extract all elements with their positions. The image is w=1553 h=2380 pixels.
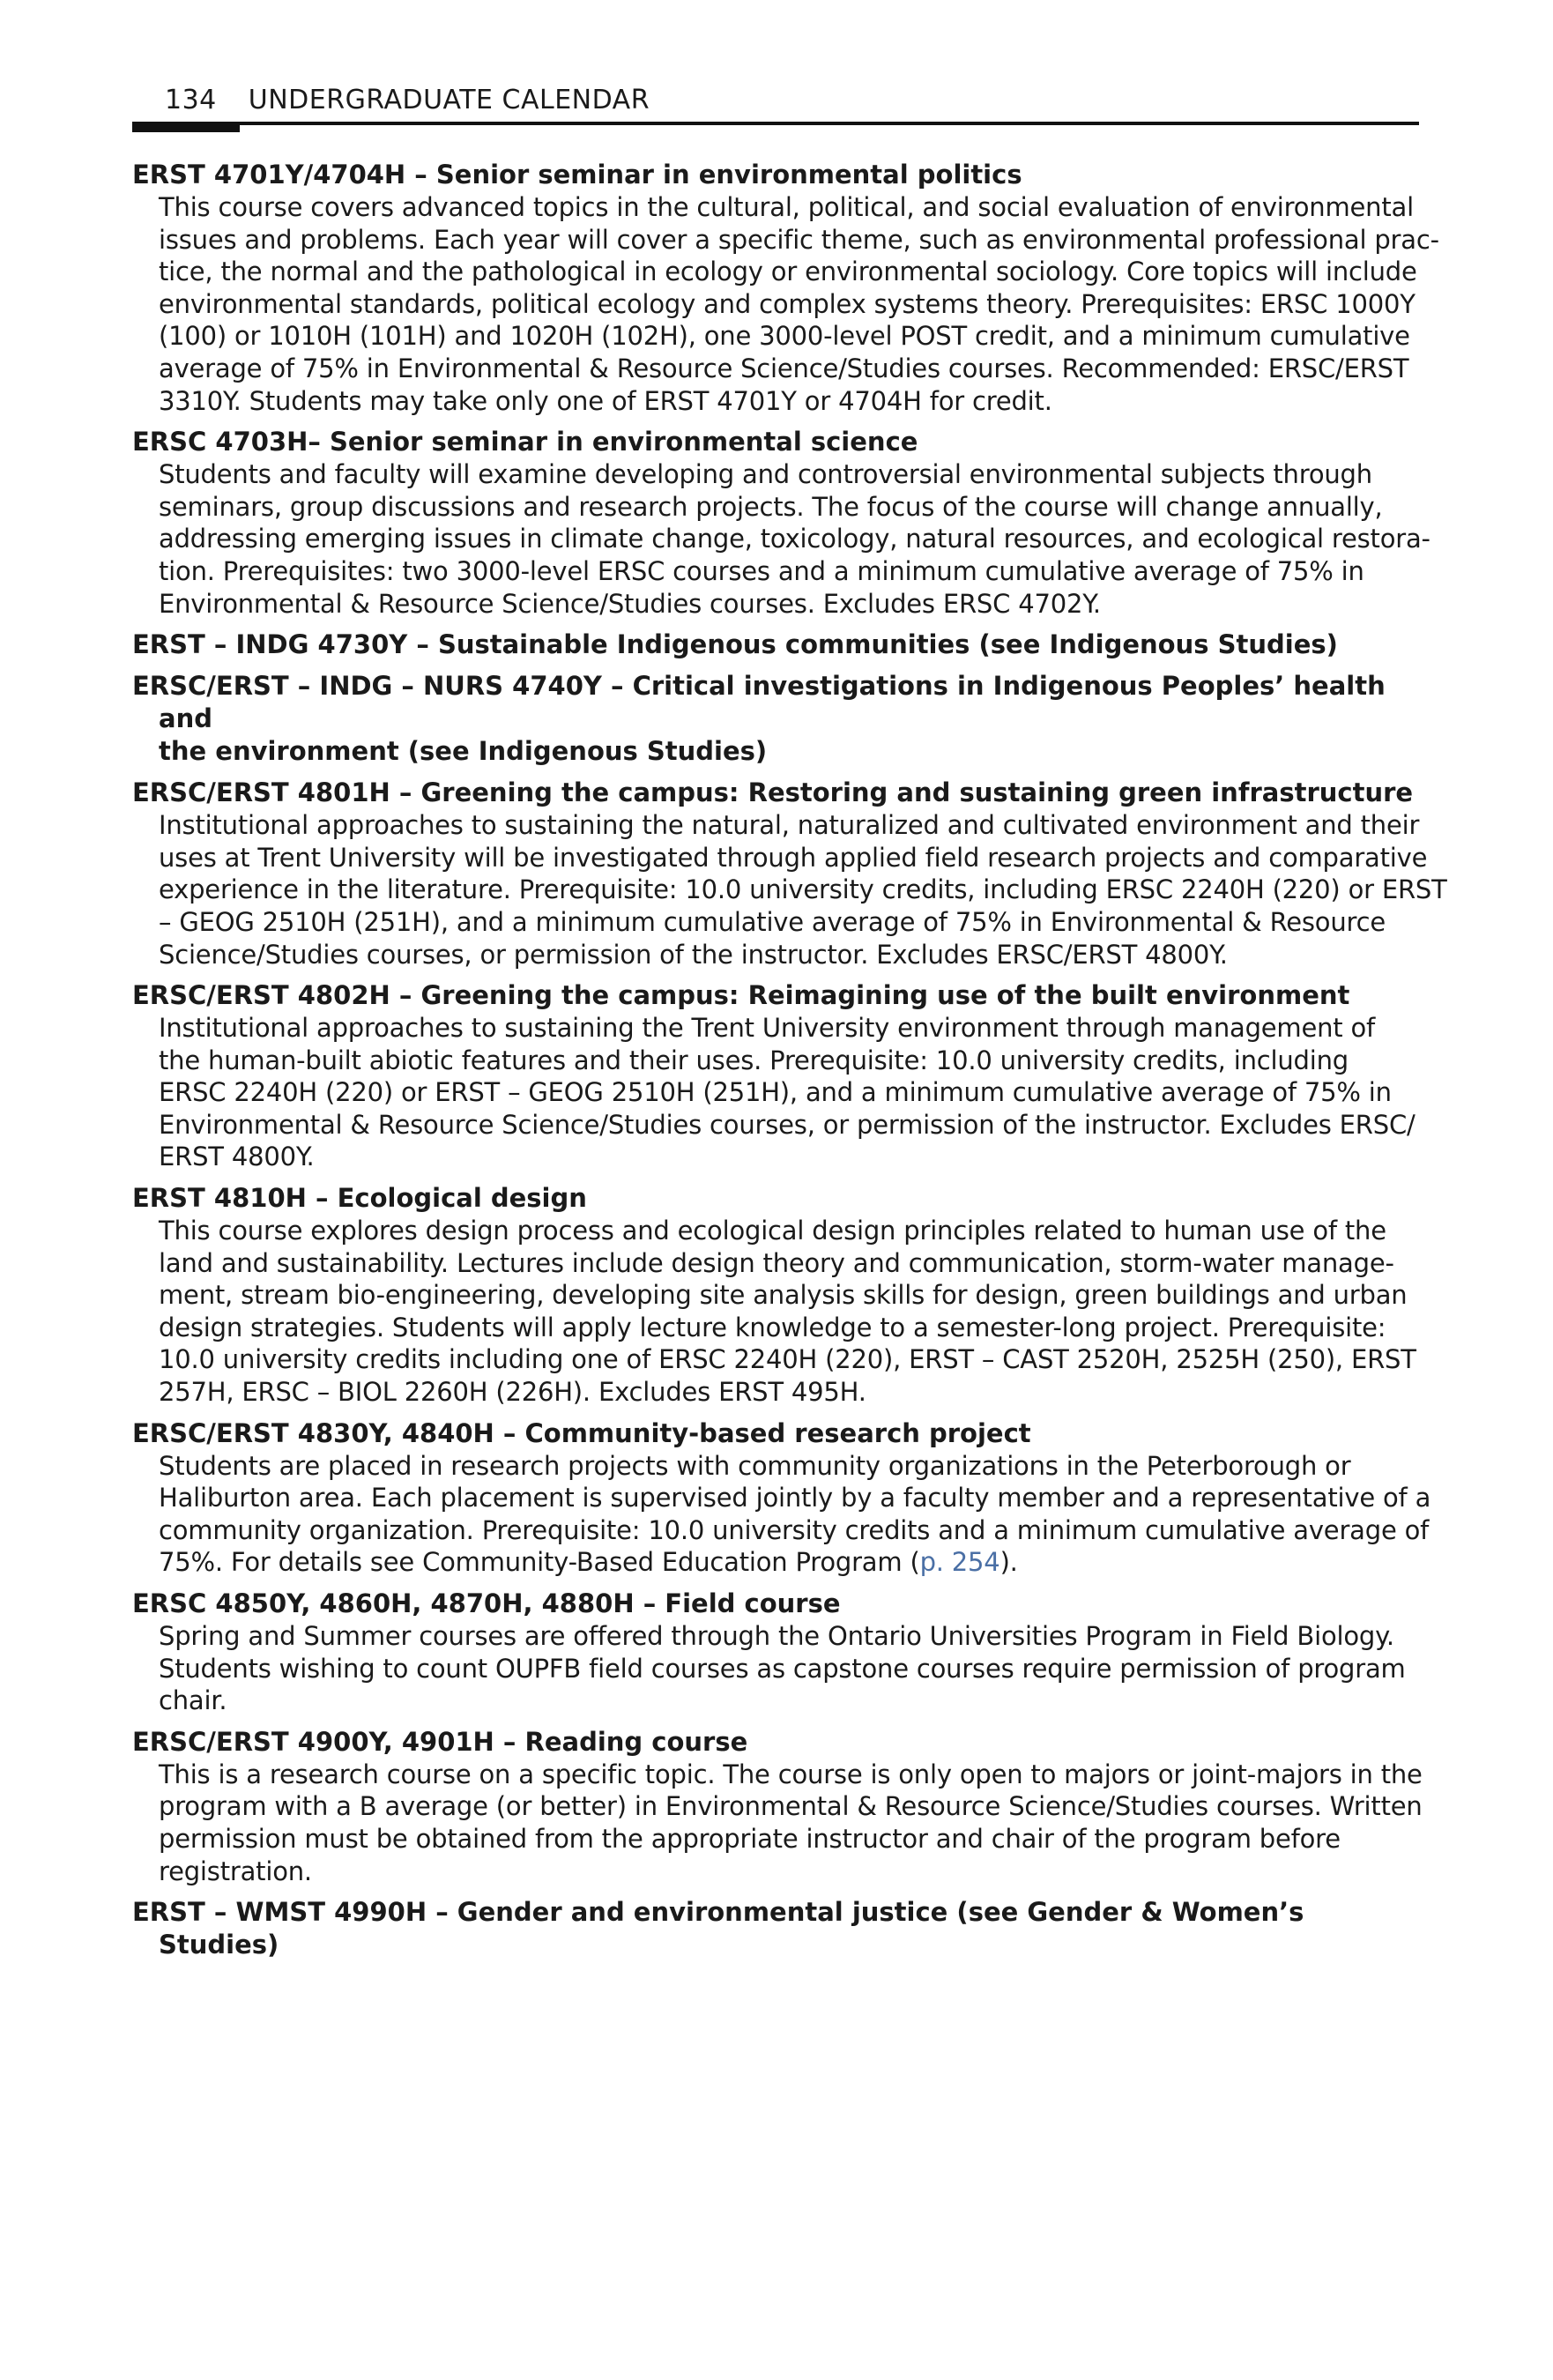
course-description bbox=[132, 458, 1430, 620]
description-line: land and sustainability. Lectures include design theory and communication, storm-water manage- bbox=[159, 1247, 1394, 1278]
course-title: ERST – INDG 4730Y – Sustainable Indigenous communities (see Indigenous Studies) bbox=[132, 629, 1338, 660]
course-entry bbox=[132, 1588, 1419, 1717]
page-reference-link[interactable]: p. 254 bbox=[919, 1547, 1000, 1578]
description-line: 257H, ERSC – BIOL 2260H (226H). Excludes ERST 495H. bbox=[159, 1377, 866, 1408]
description-line: seminars, group discussions and research projects. The focus of the course will change annually, bbox=[159, 491, 1383, 522]
description-line: This course covers advanced topics in the cultural, political, and social evaluation of environmental bbox=[159, 192, 1414, 222]
course-description bbox=[132, 1012, 1419, 1173]
course-title: ERSC/ERST – INDG – NURS 4740Y – Critical investigations in Indigenous Peoples’ health and the environment (see Indigenous Studies) bbox=[132, 671, 1386, 767]
course-title: ERST 4701Y/4704H – Senior seminar in environmental politics bbox=[132, 160, 1022, 190]
description-line: registration. bbox=[159, 1856, 312, 1886]
header-accent-block bbox=[132, 122, 240, 132]
description-line: program with a B average (or better) in Environmental & Resource Science/Studies courses. Written bbox=[159, 1791, 1423, 1822]
course-entry bbox=[132, 628, 1419, 661]
description-line: This course explores design process and ecological design principles related to human use of the bbox=[159, 1216, 1386, 1246]
course-entry bbox=[132, 1726, 1423, 1887]
description-line: environmental standards, political ecology and complex systems theory. Prerequisites: ERSC 1000Y bbox=[159, 288, 1416, 319]
course-entry bbox=[132, 159, 1439, 417]
course-description bbox=[132, 1620, 1419, 1717]
course-title: ERSC 4703H– Senior seminar in environmental science bbox=[132, 427, 918, 457]
header-text bbox=[165, 85, 650, 115]
description-line: uses at Trent University will be investigated through applied field research projects and comparative bbox=[159, 842, 1428, 873]
course-description bbox=[132, 191, 1439, 417]
course-description bbox=[132, 1759, 1423, 1887]
description-line bbox=[159, 1546, 1419, 1579]
page-number: 134 bbox=[165, 85, 217, 115]
header-rule bbox=[132, 122, 1419, 125]
course-entry bbox=[132, 777, 1447, 971]
description-line: Environmental & Resource Science/Studies courses. Excludes ERSC 4702Y. bbox=[159, 588, 1101, 619]
course-entry bbox=[132, 1182, 1419, 1409]
description-line: Institutional approaches to sustaining the Trent University environment through management of bbox=[159, 1013, 1376, 1044]
course-entry bbox=[132, 426, 1430, 620]
description-line: average of 75% in Environmental & Resource Science/Studies courses. Recommended: ERSC/ERST bbox=[159, 353, 1409, 383]
course-description bbox=[132, 1215, 1419, 1409]
description-line: the human-built abiotic features and their uses. Prerequisite: 10.0 university credits, including bbox=[159, 1045, 1349, 1075]
description-line: chair. bbox=[159, 1685, 227, 1716]
description-line: tion. Prerequisites: two 3000-level ERSC courses and a minimum cumulative average of 75% in bbox=[159, 555, 1364, 586]
description-line: issues and problems. Each year will cover a specific theme, such as environmental professional prac- bbox=[159, 224, 1439, 255]
description-line: design strategies. Students will apply lecture knowledge to a semester-long project. Prerequisite: bbox=[159, 1312, 1386, 1342]
description-line: Science/Studies courses, or permission of the instructor. Excludes ERSC/ERST 4800Y. bbox=[159, 939, 1228, 970]
description-line: addressing emerging issues in climate change, toxicology, natural resources, and ecological restora- bbox=[159, 524, 1430, 554]
description-line: Haliburton area. Each placement is supervised jointly by a faculty member and a representative of a bbox=[159, 1483, 1431, 1514]
course-title: ERSC/ERST 4802H – Greening the campus: Reimagining use of the built environment bbox=[132, 980, 1350, 1011]
course-title: ERST 4810H – Ecological design bbox=[132, 1183, 587, 1214]
description-line: tice, the normal and the pathological in ecology or environmental sociology. Core topics will include bbox=[159, 257, 1417, 287]
description-line: Students wishing to count OUPFB field courses as capstone courses require permission of program bbox=[159, 1653, 1406, 1684]
course-entry bbox=[132, 670, 1419, 768]
description-line: 10.0 university credits including one of ERSC 2240H (220), ERST – CAST 2520H, 2525H (250), ERST bbox=[159, 1344, 1416, 1375]
description-line: ERST 4800Y. bbox=[159, 1142, 315, 1172]
course-description bbox=[132, 1450, 1431, 1579]
page-header bbox=[132, 85, 1419, 134]
description-line: Students are placed in research projects with community organizations in the Peterborough or bbox=[159, 1450, 1351, 1481]
description-text: 75%. For details see Community-Based Education Program ( bbox=[159, 1547, 920, 1578]
description-line: ment, stream bio-engineering, developing site analysis skills for design, green buildings and urban bbox=[159, 1280, 1408, 1311]
description-line: Institutional approaches to sustaining the natural, naturalized and cultivated environment and their bbox=[159, 810, 1420, 841]
course-entry bbox=[132, 1417, 1431, 1579]
course-title: ERSC/ERST 4900Y, 4901H – Reading course bbox=[132, 1726, 748, 1757]
course-entry bbox=[132, 979, 1419, 1173]
course-title: ERSC/ERST 4830Y, 4840H – Community-based research project bbox=[132, 1417, 1031, 1448]
description-line: – GEOG 2510H (251H), and a minimum cumulative average of 75% in Environmental & Resource bbox=[159, 906, 1386, 937]
course-title: ERSC/ERST 4801H – Greening the campus: Restoring and sustaining green infrastructure bbox=[132, 777, 1414, 808]
course-description bbox=[132, 809, 1447, 971]
description-line: This is a research course on a specific topic. The course is only open to majors or joint-majors in the bbox=[159, 1759, 1423, 1789]
description-line: Spring and Summer courses are offered through the Ontario Universities Program in Field Biology. bbox=[159, 1621, 1394, 1651]
description-line: Students and faculty will examine developing and controversial environmental subjects through bbox=[159, 459, 1372, 490]
course-title: ERSC 4850Y, 4860H, 4870H, 4880H – Field course bbox=[132, 1588, 841, 1618]
course-title: ERST – WMST 4990H – Gender and environmental justice (see Gender & Women’s Studies) bbox=[132, 1897, 1313, 1960]
description-line: (100) or 1010H (101H) and 1020H (102H), one 3000-level POST credit, and a minimum cumulative bbox=[159, 321, 1410, 352]
course-entry bbox=[132, 1896, 1419, 1961]
course-list bbox=[132, 159, 1447, 1970]
description-text: ). bbox=[999, 1547, 1018, 1578]
description-line: ERSC 2240H (220) or ERST – GEOG 2510H (251H), and a minimum cumulative average of 75% in bbox=[159, 1077, 1392, 1108]
header-title: UNDERGRADUATE CALENDAR bbox=[248, 85, 650, 115]
description-line: Environmental & Resource Science/Studies courses, or permission of the instructor. Excludes ERSC/ bbox=[159, 1109, 1416, 1140]
description-line: 3310Y. Students may take only one of ERST 4701Y or 4704H for credit. bbox=[159, 385, 1052, 416]
description-line: community organization. Prerequisite: 10.0 university credits and a minimum cumulative average of bbox=[159, 1514, 1430, 1545]
description-line: experience in the literature. Prerequisite: 10.0 university credits, including ERSC 2240H (220) or ERST bbox=[159, 874, 1447, 905]
description-line: permission must be obtained from the appropriate instructor and chair of the program before bbox=[159, 1823, 1341, 1854]
